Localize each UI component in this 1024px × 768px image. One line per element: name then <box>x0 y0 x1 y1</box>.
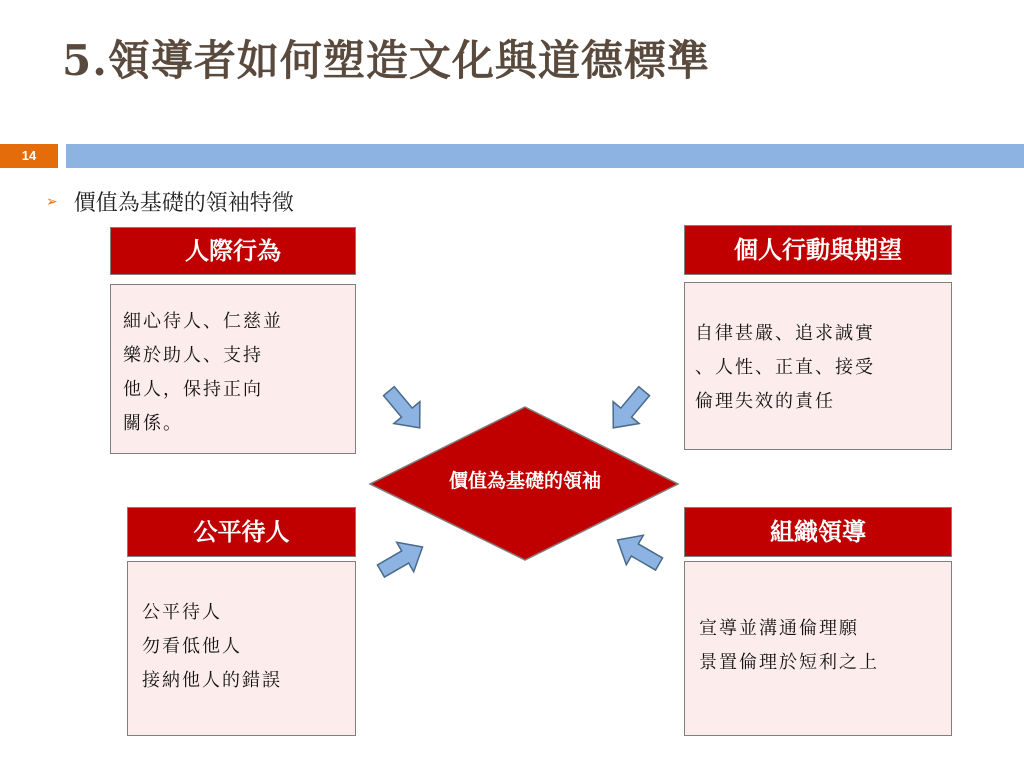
page-number: 14 <box>0 144 58 168</box>
panel-text-line: 接納他人的錯誤 <box>142 670 282 691</box>
panel-text-line: 宣導並溝通倫理願 <box>699 618 859 639</box>
panel-body-interpersonal <box>110 284 356 454</box>
center-label: 價值為基礎的領袖 <box>448 470 601 492</box>
panel-title-fair-treatment: 公平待人 <box>127 507 356 557</box>
arrow-bottom-right-icon <box>609 525 668 578</box>
panel-text-line: 、人性、正直、接受 <box>695 357 875 378</box>
slide-title: 5.領導者如何塑造文化與道德標準 <box>62 36 710 85</box>
panel-text-line: 細心待人、仁慈並 <box>123 311 283 332</box>
panel-title-interpersonal: 人際行為 <box>110 227 356 275</box>
arrow-top-left-icon <box>376 380 433 439</box>
panel-body-personal-action <box>684 282 952 450</box>
arrow-bottom-left-icon <box>372 532 431 585</box>
panel-title-org-leadership: 組織領導 <box>684 507 952 557</box>
panel-text-line: 公平待人 <box>142 602 222 623</box>
panel-text-line: 倫理失效的責任 <box>695 391 835 412</box>
panel-text-line: 關係。 <box>123 413 183 434</box>
panel-body-org-leadership <box>684 561 952 736</box>
panel-text-line: 樂於助人、支持 <box>123 345 263 366</box>
panel-body-fair-treatment <box>127 561 356 736</box>
arrowhead-bullet-icon: ➢ <box>46 193 58 210</box>
panel-text-line: 景置倫理於短利之上 <box>699 652 879 673</box>
panel-text-line: 他人，保持正向 <box>123 379 263 400</box>
panel-title-personal-action: 個人行動與期望 <box>684 225 952 275</box>
panel-text-line: 勿看低他人 <box>142 636 242 657</box>
bullet-text: 價值為基礎的領袖特徵 <box>73 191 294 216</box>
panel-text-line: 自律甚嚴、追求誠實 <box>695 323 875 344</box>
arrow-top-right-icon <box>600 380 657 439</box>
